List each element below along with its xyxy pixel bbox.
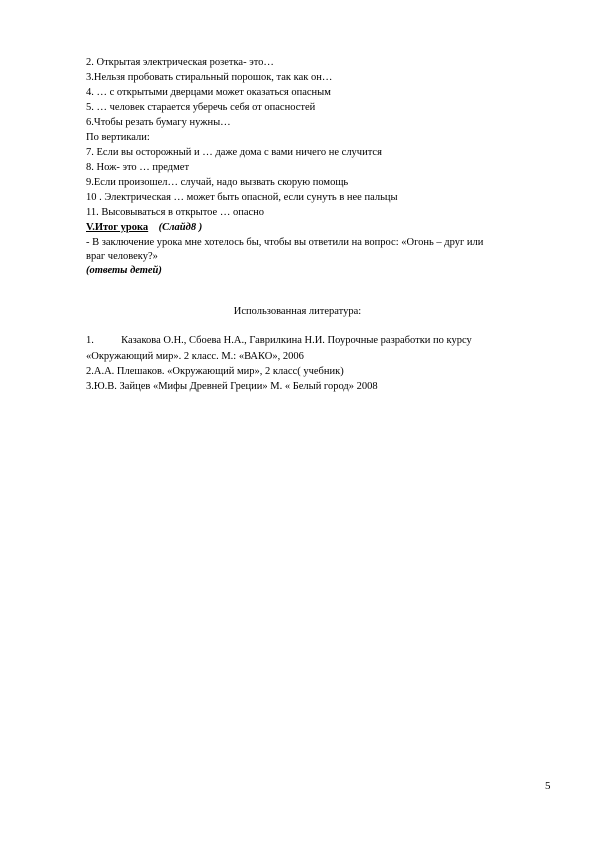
text-line: По вертикали: (86, 132, 150, 143)
reference-item-1-cont: «Окружающий мир». 2 класс. М.: «ВАКО», 2006 (86, 351, 304, 362)
reference-item-3: 3.Ю.В. Зайцев «Мифы Древней Греции» М. « Белый город» 2008 (86, 381, 378, 392)
reference-text: Казакова О.Н., Сбоева Н.А., Гаврилкина Н.И. Поурочные разработки по курсу (121, 335, 472, 346)
text-line: 2. Открытая электрическая розетка- это… (86, 57, 274, 68)
text-line: 6.Чтобы резать бумагу нужны… (86, 117, 231, 128)
summary-heading-line (86, 222, 202, 234)
answers-note: (ответы детей) (86, 265, 162, 276)
references-title: Использованная литература: (233, 306, 362, 317)
text-line: 11. Высовываться в открытое … опасно (86, 207, 265, 218)
text-line: 7. Если вы осторожный и … даже дома с вами ничего не случится (86, 147, 382, 158)
summary-heading: V.Итог урока (86, 222, 149, 233)
question-line: враг человеку?» (86, 251, 158, 262)
text-line: 10 . Электрическая … может быть опасной, если сунуть в нее пальцы (86, 192, 398, 203)
page-number: 5 (545, 780, 551, 792)
reference-item-1 (86, 335, 472, 347)
question-line: - В заключение урока мне хотелось бы, чтобы вы ответили на вопрос: «Огонь – друг или (86, 237, 484, 248)
slide-reference: (Слайд8 ) (158, 222, 203, 233)
text-line: 3.Нельзя пробовать стиральный порошок, так как он… (86, 72, 333, 83)
reference-item-2: 2.А.А. Плешаков. «Окружающий мир», 2 класс( учебник) (86, 366, 344, 377)
text-line: 5. … человек старается уберечь себя от опасностей (86, 102, 316, 113)
text-line: 9.Если произошел… случай, надо вызвать скорую помощь (86, 177, 349, 188)
reference-number: 1. (86, 335, 94, 346)
text-line: 4. … с открытыми дверцами может оказаться опасным (86, 87, 331, 98)
text-line: 8. Нож- это … предмет (86, 162, 190, 173)
